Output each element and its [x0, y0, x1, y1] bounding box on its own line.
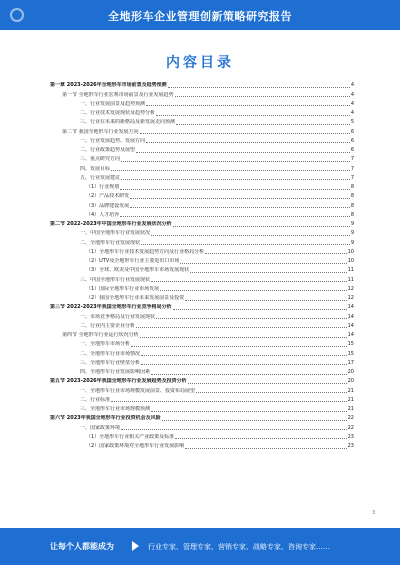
toc-entry-label: 二、全地形车行业发展现状 [80, 239, 141, 246]
toc-entry-page: 10 [347, 248, 354, 255]
toc-entry[interactable] [50, 200, 354, 209]
toc-entry-label: （2）国家政策环境对全地形车行业发展影响 [86, 443, 185, 449]
dot-leader [173, 226, 350, 227]
toc-entry-label: （2）产品技术研发 [86, 193, 130, 200]
dot-leader [151, 235, 350, 236]
toc-entry-page: 20 [347, 369, 354, 375]
dot-leader [156, 318, 347, 319]
toc-entry-page: 12 [347, 295, 354, 301]
toc-entry[interactable] [50, 302, 354, 311]
toc-entry[interactable] [50, 136, 354, 145]
toc-entry-page: 7 [350, 165, 354, 172]
toc-entry-page: 8 [350, 184, 354, 190]
toc-entry-label: 三、行业在未来的新格局及新发展走向预测 [80, 119, 176, 126]
toc-entry[interactable] [50, 311, 354, 320]
dot-leader [111, 170, 350, 171]
dot-leader [141, 355, 347, 356]
toc-entry-label: 第二节 我国全地形车行业发展方向 [62, 128, 139, 135]
dot-leader [173, 309, 347, 310]
toc-entry[interactable] [50, 265, 354, 274]
toc-entry[interactable] [50, 182, 354, 191]
dot-leader [185, 300, 346, 301]
toc-entry-label: 四、全地形车行业发展影响因素 [80, 369, 151, 375]
dot-leader [156, 115, 350, 116]
toc-entry-label: （1）全地形车行业相关产业政策及标准 [86, 433, 175, 440]
toc-entry-page: 8 [350, 211, 354, 218]
toc-entry[interactable] [50, 145, 354, 154]
toc-entry[interactable] [50, 163, 354, 172]
dot-leader [140, 133, 350, 134]
toc-entry-page: 4 [350, 82, 354, 89]
toc-entry-label: 一、中国全地形车行业发展状况 [80, 230, 151, 237]
toc-entry-page: 8 [350, 202, 354, 209]
table-of-contents [50, 80, 354, 450]
toc-entry[interactable] [50, 80, 354, 89]
toc-entry-label: （2）我国全地形车行业未来发展前景及投资 [86, 295, 185, 301]
toc-entry-page: 22 [347, 424, 354, 431]
dot-leader [140, 337, 347, 338]
toc-entry[interactable] [50, 210, 354, 219]
toc-entry[interactable] [50, 247, 354, 256]
toc-entry[interactable] [50, 89, 354, 98]
toc-entry[interactable] [50, 173, 354, 182]
header-bar [0, 0, 400, 30]
dot-leader [151, 374, 347, 375]
toc-entry-page: 15 [347, 341, 354, 348]
toc-entry-page: 6 [350, 137, 354, 144]
toc-entry-page: 11 [347, 267, 354, 274]
toc-entry-label: （2）UTV及全地形车行业主要进出口市场 [86, 258, 180, 264]
toc-entry-label: 一、行业发展前景及趋势预测 [80, 100, 146, 107]
dot-leader [151, 281, 347, 282]
dot-leader [130, 198, 350, 199]
dot-leader [190, 272, 346, 273]
toc-entry-page: 8 [350, 193, 354, 200]
dot-leader [175, 96, 350, 97]
toc-entry-page: 7 [350, 156, 354, 163]
toc-entry-label: （1）国际全地形车行业市场发展 [86, 285, 160, 292]
dot-leader [121, 161, 350, 162]
toc-entry[interactable] [50, 126, 354, 135]
toc-entry[interactable] [50, 395, 354, 404]
toc-entry-label: 第六节 2023年我国全地形车行业投资机会及风险 [50, 415, 161, 422]
toc-entry-page: 5 [350, 119, 354, 126]
dot-leader [141, 364, 347, 365]
dot-leader [196, 392, 347, 393]
dot-leader [111, 401, 347, 402]
toc-entry-label: 第三节 2022-2023年我国全地形车行业竞争格局分析 [50, 304, 172, 311]
toc-entry-page: 15 [347, 350, 354, 357]
toc-entry[interactable] [50, 284, 354, 293]
toc-entry-page: 6 [350, 128, 354, 135]
toc-entry-label: 第二节 2022-2023年中国全地形车行业发展状况分析 [50, 221, 172, 227]
toc-entry[interactable] [50, 358, 354, 367]
footer-slogan-right: 行业专家、管理专家、营销专家、战略专家、咨询专家…… [148, 543, 330, 551]
toc-entry-page: 4 [350, 91, 354, 98]
toc-entry-label: 一、行业发展趋势、发展方向 [80, 137, 146, 144]
toc-entry-label: 一、全地形车行业市场规模发展前景、投资布局展望 [80, 387, 196, 394]
toc-entry-label: 三、重点研究方向 [80, 156, 121, 163]
toc-entry-label: 二、行业技术发展现状及趋势分析 [80, 110, 156, 116]
toc-entry-label: （4）人才培养 [86, 211, 120, 218]
toc-entry[interactable] [50, 385, 354, 394]
dot-leader [176, 124, 350, 125]
toc-entry[interactable] [50, 154, 354, 163]
toc-entry[interactable] [50, 376, 354, 385]
toc-entry-page: 14 [347, 322, 354, 329]
toc-entry[interactable] [50, 404, 354, 413]
toc-entry[interactable] [50, 191, 354, 200]
dot-leader [121, 429, 347, 430]
dot-leader [175, 438, 346, 439]
toc-entry-page: 14 [347, 304, 354, 311]
footer-slogan-left: 让每个人都能成为 [50, 542, 114, 551]
toc-entry-label: （3）全球、欧美及中国全地形车市场发展现状 [86, 267, 190, 274]
toc-entry-label: 一、全地形车市场分析 [80, 341, 131, 348]
toc-entry-page: 9 [350, 239, 354, 246]
dot-leader [162, 420, 347, 421]
toc-entry-label: （1）行业规划 [86, 184, 120, 190]
toc-entry[interactable] [50, 367, 354, 376]
toc-entry-label: 三、全地形车行业壁垒分析 [80, 359, 141, 366]
toc-entry-label: 二、全地形车行业市场情况 [80, 350, 141, 357]
toc-entry-label: 二、行业政策趋势及展望 [80, 147, 136, 153]
toc-entry-label: 五、行业发展建议 [80, 174, 121, 181]
dot-leader [160, 290, 346, 291]
dot-leader [120, 216, 350, 217]
toc-entry-page: 4 [350, 110, 354, 116]
toc-entry-page: 9 [350, 221, 354, 227]
toc-entry-label: 第一节 全地形车行业宏观市场前景及行业发展趋势 [62, 91, 174, 98]
toc-entry[interactable] [50, 219, 354, 228]
toc-entry-page: 14 [347, 313, 354, 320]
toc-entry-page: 17 [347, 359, 354, 366]
toc-entry[interactable] [50, 108, 354, 117]
page-mark: 3 [372, 510, 376, 516]
toc-entry[interactable] [50, 422, 354, 431]
toc-entry-page: 6 [350, 147, 354, 153]
toc-entry-label: （3）品牌建设发展 [86, 202, 130, 209]
toc-entry-page: 22 [347, 415, 354, 422]
toc-entry-label: 三、中国全地形车行业发展现状 [80, 276, 151, 283]
toc-entry[interactable] [50, 330, 354, 339]
toc-entry-label: （1）全地形车行业技术发展趋势方向及行业格局分析 [86, 248, 205, 255]
toc-entry[interactable] [50, 441, 354, 450]
toc-entry-page: 12 [347, 285, 354, 292]
dot-leader [205, 253, 346, 254]
toc-entry[interactable] [50, 274, 354, 283]
dot-leader [141, 244, 350, 245]
toc-entry-page: 10 [347, 258, 354, 264]
dot-leader [151, 411, 347, 412]
dot-leader [146, 105, 350, 106]
toc-entry-label: 第一章 2023-2026年全地形车市场前景及趋势预测 [50, 82, 167, 89]
toc-entry-page: 21 [347, 406, 354, 412]
toc-entry-page: 7 [350, 174, 354, 181]
toc-entry[interactable] [50, 237, 354, 246]
footer-bar [0, 528, 400, 565]
toc-entry-label: 二、行业内主要企业分析 [80, 322, 136, 329]
toc-entry-page: 23 [347, 443, 354, 449]
report-title: 全地形车企业管理创新策略研究报告 [108, 10, 292, 23]
dot-leader [146, 142, 350, 143]
toc-entry[interactable] [50, 99, 354, 108]
toc-entry-page: 21 [347, 387, 354, 394]
toc-entry[interactable] [50, 228, 354, 237]
dot-leader [121, 179, 350, 180]
toc-entry-label: 第五节 2023-2026年我国全地形车行业发展趋势及投资分析 [50, 378, 187, 385]
toc-entry-label: 四、发展目标 [80, 165, 111, 172]
dot-leader [120, 189, 350, 190]
toc-entry[interactable] [50, 432, 354, 441]
toc-entry-label: 第四节 全地形车行业运行状况分析 [62, 332, 139, 338]
toc-entry-page: 21 [347, 396, 354, 403]
toc-entry-label: 二、行业标准 [80, 396, 111, 403]
toc-entry[interactable] [50, 348, 354, 357]
triangle-arrow-icon [132, 541, 139, 551]
toc-entry[interactable] [50, 413, 354, 422]
dot-leader [168, 87, 350, 88]
toc-entry-page: 9 [350, 230, 354, 237]
toc-entry-page: 4 [350, 100, 354, 107]
toc-entry-label: 一、市场竞争格局及行业发展现状 [80, 313, 156, 320]
toc-title: 内容目录 [166, 55, 234, 71]
toc-entry-page: 14 [347, 332, 354, 338]
toc-entry-page: 11 [347, 276, 354, 283]
toc-entry[interactable] [50, 339, 354, 348]
dot-leader [188, 383, 347, 384]
toc-entry[interactable] [50, 293, 354, 302]
toc-entry[interactable] [50, 256, 354, 265]
toc-entry-label: 一、国家政策环境 [80, 424, 121, 431]
dot-leader [180, 263, 346, 264]
dot-leader [136, 152, 350, 153]
toc-entry[interactable] [50, 117, 354, 126]
toc-entry-label: 三、全地形车行业市场规模预测 [80, 406, 151, 412]
dot-leader [136, 327, 347, 328]
toc-entry-page: 20 [347, 378, 354, 385]
dot-leader [130, 207, 350, 208]
toc-entry-page: 23 [347, 433, 354, 440]
dot-leader [185, 448, 346, 449]
toc-entry[interactable] [50, 321, 354, 330]
dot-leader [131, 346, 347, 347]
